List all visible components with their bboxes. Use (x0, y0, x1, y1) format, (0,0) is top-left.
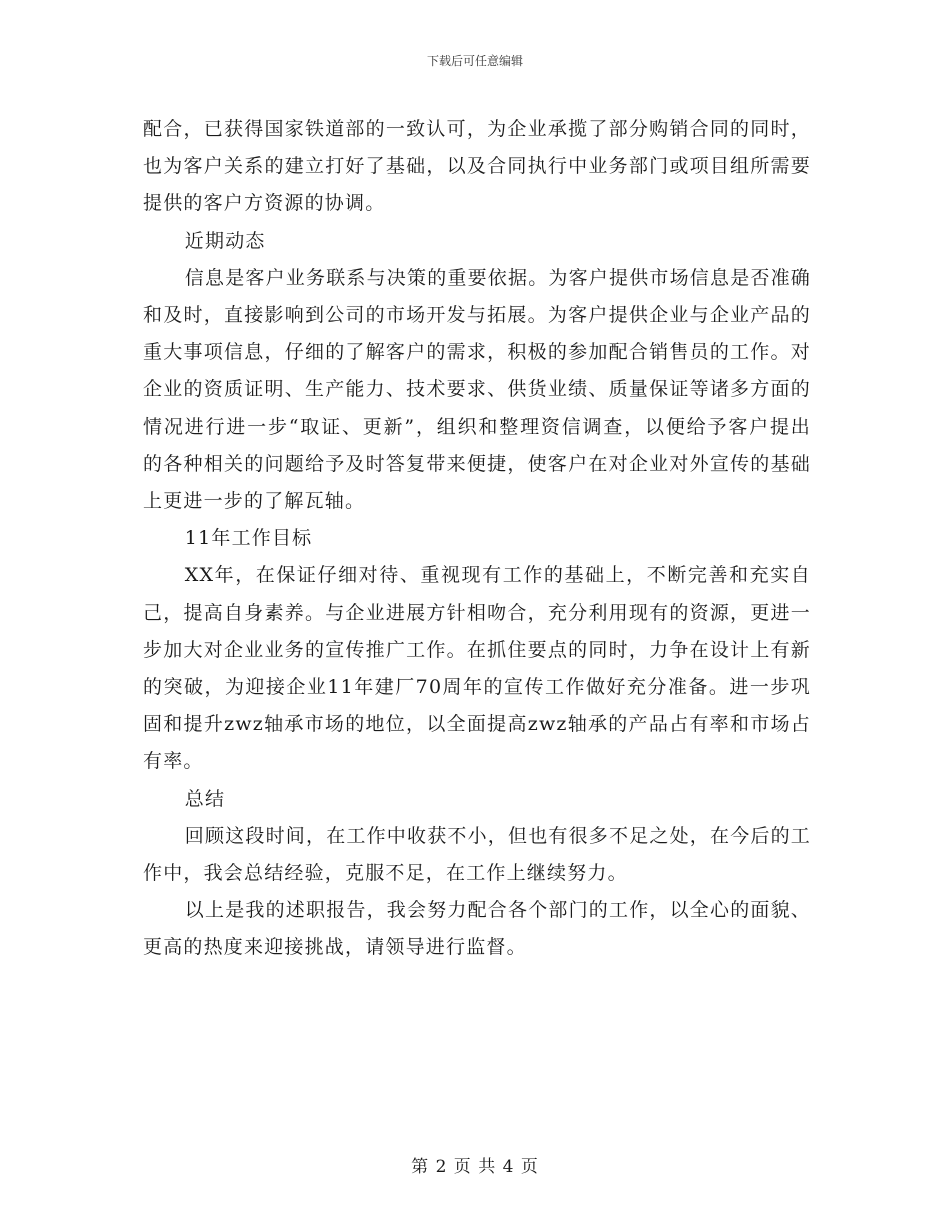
document-body (143, 111, 811, 967)
paragraph-continuation: 配合，已获得国家铁道部的一致认可，为企业承揽了部分购销合同的同时，也为客户关系的建立打好了基础，以及合同执行中业务部门或项目组所需要提供的客户方资源的协调。 (143, 118, 811, 215)
paragraph-recent-news: 信息是客户业务联系与决策的重要依据。为客户提供市场信息是否准确和及时，直接影响到公司的市场开发与拓展。为客户提供企业与企业产品的重大事项信息，仔细的了解客户的需求，积极的参加配合销售员的工作。对企业的资质证明、生产能力、技术要求、供货业绩、质量保证等诸多方面的情况进行进一步“取证、更新”，组织和整理资信调查，以便给予客户提出的各种相关的问题给予及时答复带来便捷，使客户在对企业对外宣传的基础上更进一步的了解瓦轴。 (143, 266, 811, 513)
paragraph-work-goals: XX年，在保证仔细对待、重视现有工作的基础上，不断完善和充实自己，提高自身素养。与企业进展方针相吻合，充分利用现有的资源，更进一步加大对企业业务的宣传推广工作。在抓住要点的同时，力争在设计上有新的突破，为迎接企业11年建厂70周年的宣传工作做好充分准备。进一步巩固和提升zwz轴承市场的地位，以全面提高zwz轴承的产品占有率和市场占有率。 (143, 564, 811, 773)
paragraph-closing: 以上是我的述职报告，我会努力配合各个部门的工作，以全心的面貌、更高的热度来迎接挑战，请领导进行监督。 (143, 899, 811, 959)
page-header: 下载后可任意编辑 (426, 54, 523, 68)
section-heading-recent-news: 近期动态 (184, 229, 266, 252)
page-number: 第 2 页 共 4 页 (411, 1157, 539, 1177)
paragraph-summary: 回顾这段时间，在工作中收获不小，但也有很多不足之处，在今后的工作中，我会总结经验，克服不足，在工作上继续努力。 (143, 824, 811, 885)
section-heading-work-goals: 11年工作目标 (184, 527, 313, 550)
section-heading-summary: 总结 (184, 787, 226, 810)
